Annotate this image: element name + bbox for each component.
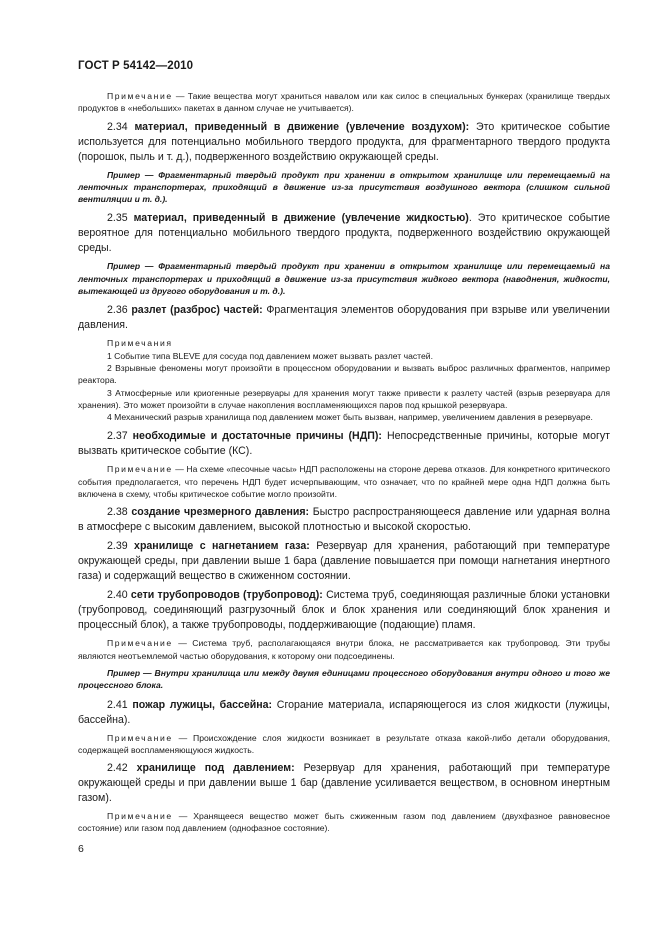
note-text: — Происхождение слоя жидкости возникает в результате отказа какой-либо детали оборудования, содержащей воспламеняющуюся жидкость. xyxy=(78,732,610,755)
definition-number: 2.39 xyxy=(107,540,128,553)
example: Пример — Внутри хранилища или между двумя единицами процессного оборудования внутри одного и того же процессного блока. xyxy=(78,667,610,691)
definition-text: . Это критическое событие вероятное для потенциально мобильного твердого продукта, подверженного воздействию окружающей среды. xyxy=(78,212,610,255)
note-text: — Система труб, располагающаяся внутри блока, не рассматривается как трубопровод. Эти трубы являются неотъемлемой частью оборудования, к которому они подсоединены. xyxy=(78,638,610,661)
definition-2-42 xyxy=(78,761,610,806)
document-body xyxy=(78,88,610,840)
definition-term: материал, приведенный в движение (увлечение воздухом): xyxy=(134,120,470,133)
note xyxy=(78,463,610,500)
note-text: — На схеме «песочные часы» НДП расположены на стороне дерева отказов. Для конкретного критического события предполагается, что перечень НДП будет исчерпывающим, что означает, что по крайней мере одна НДП должна быть включена в схему, чтобы критическое событие могло произойти. xyxy=(78,464,610,500)
definition-text: Резервуар для хранения, работающий при температуре окружающей среды, при давлении выше 1 бара (давление повышается при помощи нагнетания инертного газа) и содержащий вещество в сжиженном состоянии. xyxy=(78,540,610,583)
definition-number: 2.38 xyxy=(107,506,128,519)
note-label: Примечание xyxy=(107,91,173,101)
note-item: 4 Механический разрыв хранилища под давлением может быть вызван, например, увеличением давления в резервуаре. xyxy=(107,412,593,423)
definition-number: 2.37 xyxy=(107,430,128,443)
definition-term: хранилище с нагнетанием газа: xyxy=(134,540,310,553)
page-number: 6 xyxy=(78,843,84,855)
definition-2-40 xyxy=(78,588,610,633)
notes-heading xyxy=(78,337,610,349)
definition-number: 2.34 xyxy=(107,120,128,133)
definition-text: Система труб, соединяющая различные блоки установки (трубопровод, соединяющий разгрузочный блок и блок хранения или соединяющий блок хранения и процессный блок), а также трубопроводы, поддерживающие (подающие) пламя. xyxy=(78,589,610,632)
note-label: Примечание xyxy=(107,811,173,822)
definition-number: 2.40 xyxy=(107,589,128,602)
definition-term: сети трубопроводов (трубопровод): xyxy=(130,589,323,602)
definition-number: 2.42 xyxy=(107,762,128,775)
definition-number: 2.36 xyxy=(107,304,128,317)
note xyxy=(78,732,610,757)
definition-text: Фрагментация элементов оборудования при взрыве или увеличении давления. xyxy=(78,304,610,332)
definition-2-38 xyxy=(78,505,610,535)
definition-number: 2.41 xyxy=(107,698,128,711)
definition-term: пожар лужицы, бассейна: xyxy=(132,698,273,711)
note-text: — Такие вещества могут храниться навалом или как силос в специальных бункерах (хранилище твердых продуктов в «небольших» пакетах в данном случае не учитывается). xyxy=(78,91,610,114)
definition-2-34 xyxy=(78,120,610,165)
definition-term: разлет (разброс) частей: xyxy=(131,304,263,317)
note-label: Примечание xyxy=(107,732,173,743)
definition-term: необходимые и достаточные причины (НДП): xyxy=(132,430,382,443)
definition-2-39 xyxy=(78,539,610,584)
example: Пример — Фрагментарный твердый продукт при хранении в открытом хранилище или перемещаемый на ленточных транспортерах и приходящий в движение из-за присутствия жидкого вектора (наводнения, жидкости, вытекающей из другого оборудования и т. д.). xyxy=(78,261,610,297)
note xyxy=(78,810,610,835)
note-item: 3 Атмосферные или криогенные резервуары для хранения могут также привести к разлету частей (взрыв резервуара для хранения). Это может произойти в случае накопления воспламеняющихся паров под крышкой резервуара. xyxy=(78,387,610,410)
notes-heading-label: Примечания xyxy=(107,338,173,349)
definition-text: Сгорание материала, испаряющегося из слоя жидкости (лужицы, бассейна). xyxy=(78,698,610,726)
example: Пример — Фрагментарный твердый продукт при хранении в открытом хранилище или перемещаемый на ленточных транспортерах, приходящий в движение из-за присутствия воздушного вектора (слишком сильной вентиляции и т. д.). xyxy=(78,169,610,205)
definition-text: Резервуар для хранения, работающий при температуре окружающей среды и при давлении выше 1 бар (давление усиливается веществом, в основном инертным газом). xyxy=(78,762,610,805)
note xyxy=(78,90,610,115)
definition-term: материал, приведенный в движение (увлечение жидкостью) xyxy=(133,212,469,225)
definition-2-36 xyxy=(78,303,610,333)
note xyxy=(78,637,610,662)
note-item: 1 Событие типа BLEVE для сосуда под давлением может вызвать разлет частей. xyxy=(107,350,433,361)
definition-text: Непосредственные причины, которые могут вызвать критическое событие (КС). xyxy=(78,430,610,458)
note-item: 2 Взрывные феномены могут произойти в процессном оборудовании и вызвать выброс различных фрагментов, например реактора. xyxy=(78,362,610,386)
note-label: Примечание xyxy=(107,638,173,649)
definition-term: создание чрезмерного давления: xyxy=(131,506,310,519)
note-label: Примечание xyxy=(107,464,173,475)
standard-header: ГОСТ Р 54142—2010 xyxy=(78,60,194,72)
definition-term: хранилище под давлением: xyxy=(136,762,295,775)
note-text: — Хранящееся вещество может быть сжиженным газом под давлением (двухфазное равновесное состояние) или газом под давлением (однофазное состояние). xyxy=(78,811,610,834)
definition-text: Быстро распространяющееся давление или ударная волна в атмосфере с высоким давлением, высокой плотностью и высокой скоростью. xyxy=(78,506,611,534)
definition-number: 2.35 xyxy=(107,212,128,225)
definition-text: Это критическое событие используется для потенциально мобильного твердого продукта, для фрагментарного твердого продукта (порошок, пыль и т. д.), подверженного воздействию окружающей среды. xyxy=(78,120,610,163)
definition-2-41 xyxy=(78,698,610,728)
definition-2-37 xyxy=(78,429,610,459)
definition-2-35 xyxy=(78,211,610,256)
